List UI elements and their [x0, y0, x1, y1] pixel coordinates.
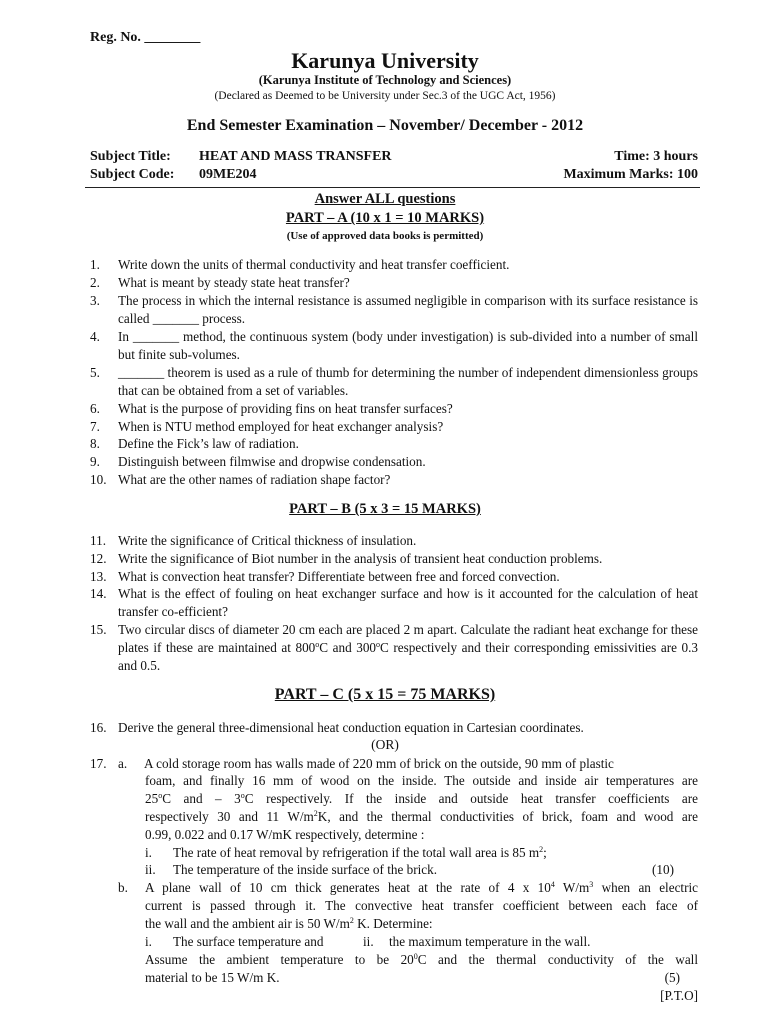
answer-all-heading: Answer ALL questions: [314, 191, 456, 207]
sub-part-label: i.: [145, 845, 152, 860]
maximum-marks: Maximum Marks: 100: [563, 167, 698, 182]
question-text: current is passed through it. The convective heat transfer coefficient between each face of: [145, 898, 698, 913]
question-number: 3.: [90, 293, 100, 308]
question-text: material to be 15 W/m K. (5): [145, 970, 680, 985]
data-books-note: (Use of approved data books is permitted): [286, 230, 484, 242]
question-number: 5.: [90, 365, 100, 380]
question-number: 16.: [90, 720, 107, 735]
question-number: 8.: [90, 436, 100, 451]
question-text: Distinguish between filmwise and dropwise condensation.: [118, 454, 426, 469]
question-number: 7.: [90, 419, 100, 434]
sub-part-item: [145, 844, 698, 862]
question-text: What is meant by steady state heat transfer?: [118, 275, 350, 290]
question-number: 17.: [90, 756, 107, 771]
part-b-heading: PART – B (5 x 3 = 15 MARKS): [289, 501, 481, 517]
sub-part-text: The temperature of the inside surface of the brick.: [173, 862, 438, 877]
sub-part-item: [145, 933, 698, 951]
question-text: What is the effect of fouling on heat exchanger surface and how is it accounted for the calculation of heat transfer co-efficient?: [118, 586, 698, 619]
part-c-heading: PART – C (5 x 15 = 75 MARKS): [274, 686, 496, 703]
subject-title-label: Subject Title:: [90, 149, 171, 164]
question-number: 15.: [90, 622, 107, 637]
question-number: 2.: [90, 275, 100, 290]
question-number: 12.: [90, 551, 107, 566]
question-text: Write the significance of Biot number in the analysis of transient heat conduction problems.: [118, 551, 603, 566]
sub-question-label: a.: [118, 756, 128, 771]
question-text: What is the purpose of providing fins on heat transfer surfaces?: [118, 401, 453, 416]
reg-no: Reg. No. ________: [90, 30, 201, 45]
question-number: 6.: [90, 401, 100, 416]
question-text: the wall and the ambient air is 50 $W/m^2$ K. Determine:: [145, 916, 433, 931]
question-text: A plane wall of 10 cm thick generates heat at the rate of 4 x $10^4$ $W/m^3$ when an electric: [145, 880, 698, 895]
question-text: What is convection heat transfer? Differentiate between free and forced convection.: [118, 569, 560, 584]
question-number: 4.: [90, 329, 100, 344]
question-text: _______ theorem is used as a rule of thumb for determining the number of independent dimensionless groups that can be obtained from a set of variables.: [118, 365, 698, 398]
marks-label: (10): [652, 862, 674, 877]
sub-part-label: ii.: [145, 862, 156, 877]
or-separator: (OR): [371, 737, 399, 752]
question-text: Define the Fick’s law of radiation.: [118, 436, 299, 451]
question-number: 13.: [90, 569, 107, 584]
question-text: respectively 30 and 11 $W/m^2K$, and the thermal conductivities of brick, foam and wood are: [145, 809, 699, 824]
subject-title: HEAT AND MASS TRANSFER: [199, 149, 392, 164]
exam-title: End Semester Examination – November/ December - 2012: [186, 117, 584, 134]
sub-part-label: ii.: [363, 934, 374, 949]
question-text: What are the other names of radiation shape factor?: [118, 472, 391, 487]
sub-question-label: b.: [118, 880, 128, 895]
header-divider: [85, 187, 700, 188]
question-text: When is NTU method employed for heat exchanger analysis?: [118, 419, 444, 434]
question-text: Assume the ambient temperature to be $20^0C$ and the thermal conductivity of the wall: [145, 952, 698, 967]
declaration: (Declared as Deemed to be University under Sec.3 of the UGC Act, 1956): [214, 90, 556, 102]
exam-time: Time: 3 hours: [614, 149, 698, 164]
question-text: Write the significance of Critical thickness of insulation.: [118, 533, 417, 548]
subject-code: 09ME204: [199, 167, 257, 182]
question-number: 11.: [90, 533, 106, 548]
question-text: 25$^o$C and – 3$^o$C respectively. If the inside and outside heat transfer coefficients are: [145, 791, 698, 806]
question-text: A cold storage room has walls made of 220 mm of brick on the outside, 90 mm of plastic: [144, 756, 614, 771]
sub-part-text: The rate of heat removal by refrigeration if the total wall area is 85 $m^2$;: [173, 845, 547, 860]
question-number: 1.: [90, 257, 100, 272]
sub-part-text: the maximum temperature in the wall.: [389, 934, 591, 949]
question-text: In _______ method, the continuous system (body under investigation) is sub-divided into a number of small but finite sub-volumes.: [118, 329, 698, 362]
question-number: 9.: [90, 454, 100, 469]
question-text: The process in which the internal resistance is assumed negligible in comparison with its surface resistance is called _______ process.: [118, 293, 698, 326]
question-text: foam, and finally 16 mm of wood on the inside. The outside and inside air temperatures are: [145, 773, 698, 788]
question-text: Write down the units of thermal conductivity and heat transfer coefficient.: [118, 257, 510, 272]
university-name: Karunya University: [291, 48, 479, 73]
subject-code-label: Subject Code:: [90, 167, 175, 182]
question-text: Two circular discs of diameter 20 cm each are placed 2 m apart. Calculate the radiant heat exchange for these plates if these are maintained at 800$^o$C and 300$^o$C respectively and their corresponding emissivities are 0.3 and 0.5.: [118, 622, 698, 673]
question-text: 0.99, 0.022 and 0.17 W/mK respectively, determine :: [145, 827, 425, 842]
question-number: 14.: [90, 586, 107, 601]
institute-name: (Karunya Institute of Technology and Sciences): [258, 73, 512, 87]
sub-part-item: [145, 861, 698, 879]
question-number: 10.: [90, 472, 107, 487]
marks-label: (5): [664, 970, 680, 985]
part-a-heading: PART – A (10 x 1 = 10 MARKS): [285, 210, 485, 226]
sub-part-label: i.: [145, 934, 152, 949]
sub-part-text: The surface temperature and: [173, 934, 324, 949]
question-text: Derive the general three-dimensional heat conduction equation in Cartesian coordinates.: [118, 720, 584, 735]
page-turn-note: [P.T.O]: [660, 988, 698, 1003]
